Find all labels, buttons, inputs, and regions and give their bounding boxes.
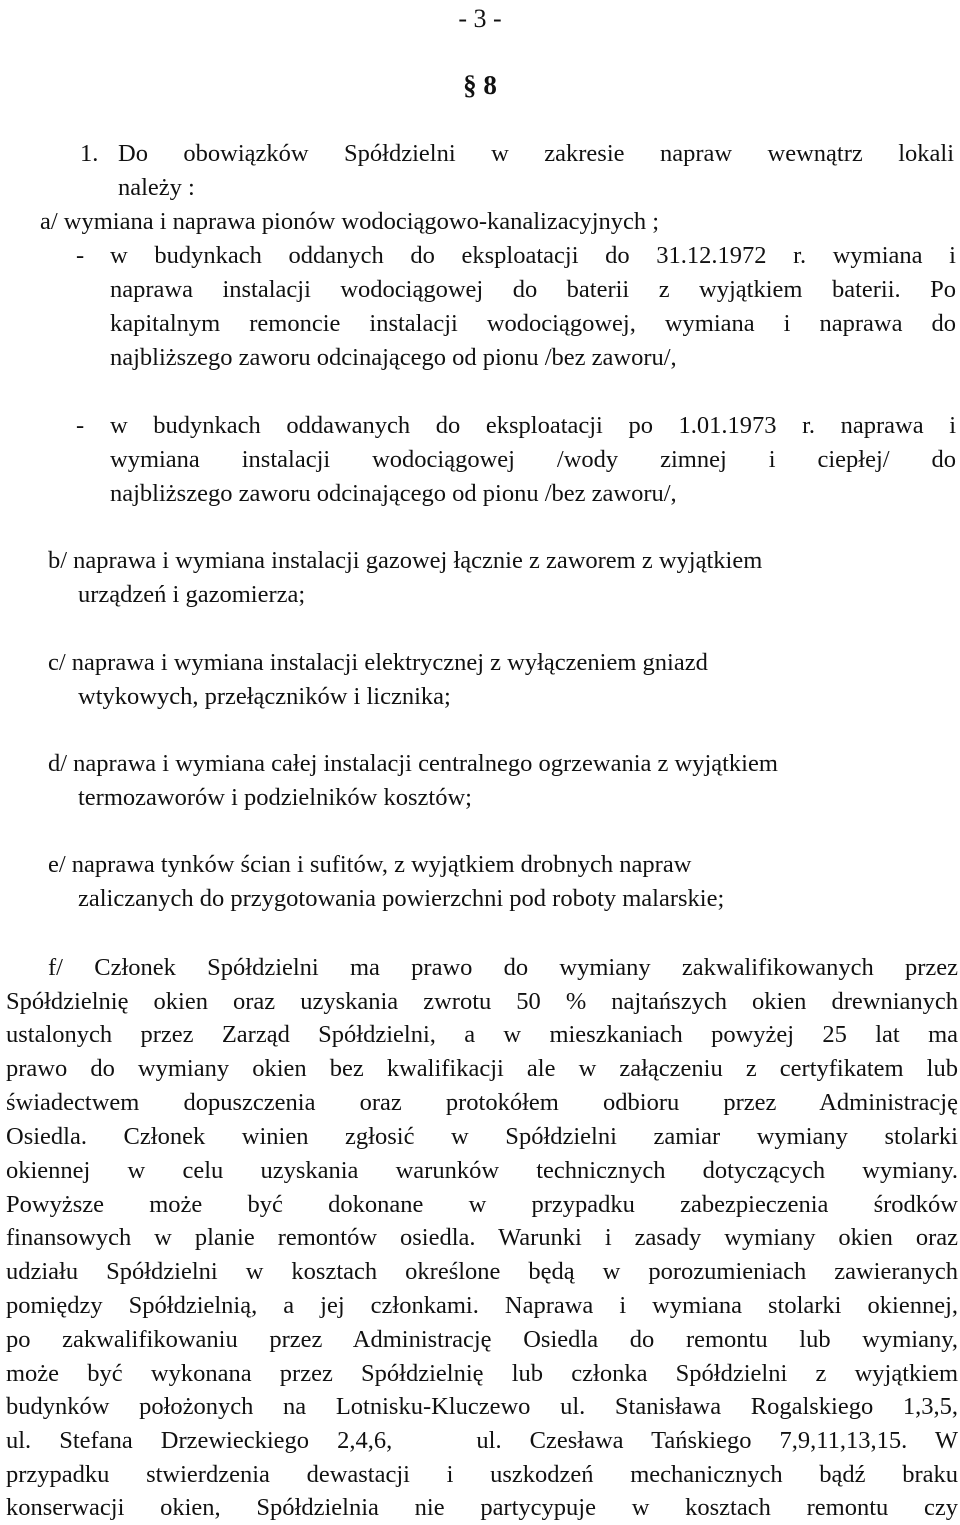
paragraph-f-line: świadectwem dopuszczenia oraz protokółem odbioru przez Administrację — [6, 1089, 958, 1116]
paragraph-f-line: budynków położonych na Lotnisku-Kluczewo ul. Stanisława Rogalskiego 1,3,5, — [6, 1393, 958, 1420]
item-number: 1. — [80, 140, 99, 167]
paragraph-f-line: może być wykonana przez Spółdzielnię lub członka Spółdzielni z wyjątkiem — [6, 1360, 958, 1387]
page-number: - 3 - — [458, 4, 502, 33]
paragraph-f-line: ustalonych przez Zarząd Spółdzielni, a w mieszkaniach powyżej 25 lat ma — [6, 1021, 958, 1048]
paragraph-f-line: prawo do wymiany okien bez kwalifikacji ale w załączeniu z certyfikatem lub — [6, 1055, 958, 1082]
paragraph-f-line: ul. Stefana Drzewieckiego 2,4,6, ul. Czesława Tańskiego 7,9,11,13,15. W — [6, 1427, 958, 1454]
paragraph-a-line-4: kapitalnym remoncie instalacji wodociągowej, wymiana i naprawa do — [110, 310, 956, 337]
paragraph-d-line-1: d/ naprawa i wymiana całej instalacji centralnego ogrzewania z wyjątkiem — [48, 750, 778, 777]
paragraph-f-line: konserwacji okien, Spółdzielnia nie partycypuje w kosztach remontu czy — [6, 1494, 958, 1521]
item-1-line-2: należy : — [118, 174, 195, 201]
paragraph-b-line-2: urządzeń i gazomierza; — [78, 581, 306, 608]
paragraph-c-line-2: wtykowych, przełączników i licznika; — [78, 683, 451, 710]
paragraph-f-line: Powyższe może być dokonane w przypadku zabezpieczenia środków — [6, 1191, 958, 1218]
dash-marker: - — [76, 242, 85, 269]
paragraph-a-line-6: w budynkach oddawanych do eksploatacji po 1.01.1973 r. naprawa i — [110, 412, 956, 439]
paragraph-a-line-5: najbliższego zaworu odcinającego od pionu /bez zaworu/, — [110, 344, 677, 371]
paragraph-a-line-1: a/ wymiana i naprawa pionów wodociągowo-kanalizacyjnych ; — [40, 208, 660, 235]
paragraph-e-line-2: zaliczanych do przygotowania powierzchni pod roboty malarskie; — [78, 885, 725, 912]
paragraph-f-line: okiennej w celu uzyskania warunków technicznych dotyczących wymiany. — [6, 1157, 958, 1184]
paragraph-f-line: f/ Członek Spółdzielni ma prawo do wymiany zakwalifikowanych przez — [48, 954, 958, 981]
paragraph-a-line-7: wymiana instalacji wodociągowej /wody zimnej i ciepłej/ do — [110, 446, 956, 473]
paragraph-f-line: Osiedla. Członek winien zgłosić w Spółdzielni zamiar wymiany stolarki — [6, 1123, 958, 1150]
section-heading: § 8 — [463, 70, 497, 100]
paragraph-f-line: pomiędzy Spółdzielnią, a jej członkami. Naprawa i wymiana stolarki okiennej, — [6, 1292, 958, 1319]
paragraph-e-line-1: e/ naprawa tynków ścian i sufitów, z wyjątkiem drobnych napraw — [48, 851, 692, 878]
item-1-line-1: Do obowiązków Spółdzielni w zakresie napraw wewnątrz lokali — [118, 140, 954, 167]
paragraph-f-line: finansowych w planie remontów osiedla. Warunki i zasady wymiany okien oraz — [6, 1224, 958, 1251]
paragraph-f-line: Spółdzielnię okien oraz uzyskania zwrotu 50 % najtańszych okien drewnianych — [6, 988, 958, 1015]
paragraph-f-line: udziału Spółdzielni w kosztach określone będą w porozumieniach zawieranych — [6, 1258, 958, 1285]
paragraph-b-line-1: b/ naprawa i wymiana instalacji gazowej łącznie z zaworem z wyjątkiem — [48, 547, 763, 574]
paragraph-a-line-2: w budynkach oddanych do eksploatacji do 31.12.1972 r. wymiana i — [110, 242, 956, 269]
paragraph-a-line-8: najbliższego zaworu odcinającego od pionu /bez zaworu/, — [110, 480, 677, 507]
paragraph-c-line-1: c/ naprawa i wymiana instalacji elektrycznej z wyłączeniem gniazd — [48, 649, 708, 676]
paragraph-d-line-2: termozaworów i podzielników kosztów; — [78, 784, 472, 811]
dash-marker: - — [76, 412, 85, 439]
paragraph-f-line: po zakwalifikowaniu przez Administrację Osiedla do remontu lub wymiany, — [6, 1326, 958, 1353]
paragraph-a-line-3: naprawa instalacji wodociągowej do baterii z wyjątkiem baterii. Po — [110, 276, 956, 303]
paragraph-f-line: przypadku stwierdzenia dewastacji i uszkodzeń mechanicznych bądź braku — [6, 1461, 958, 1488]
